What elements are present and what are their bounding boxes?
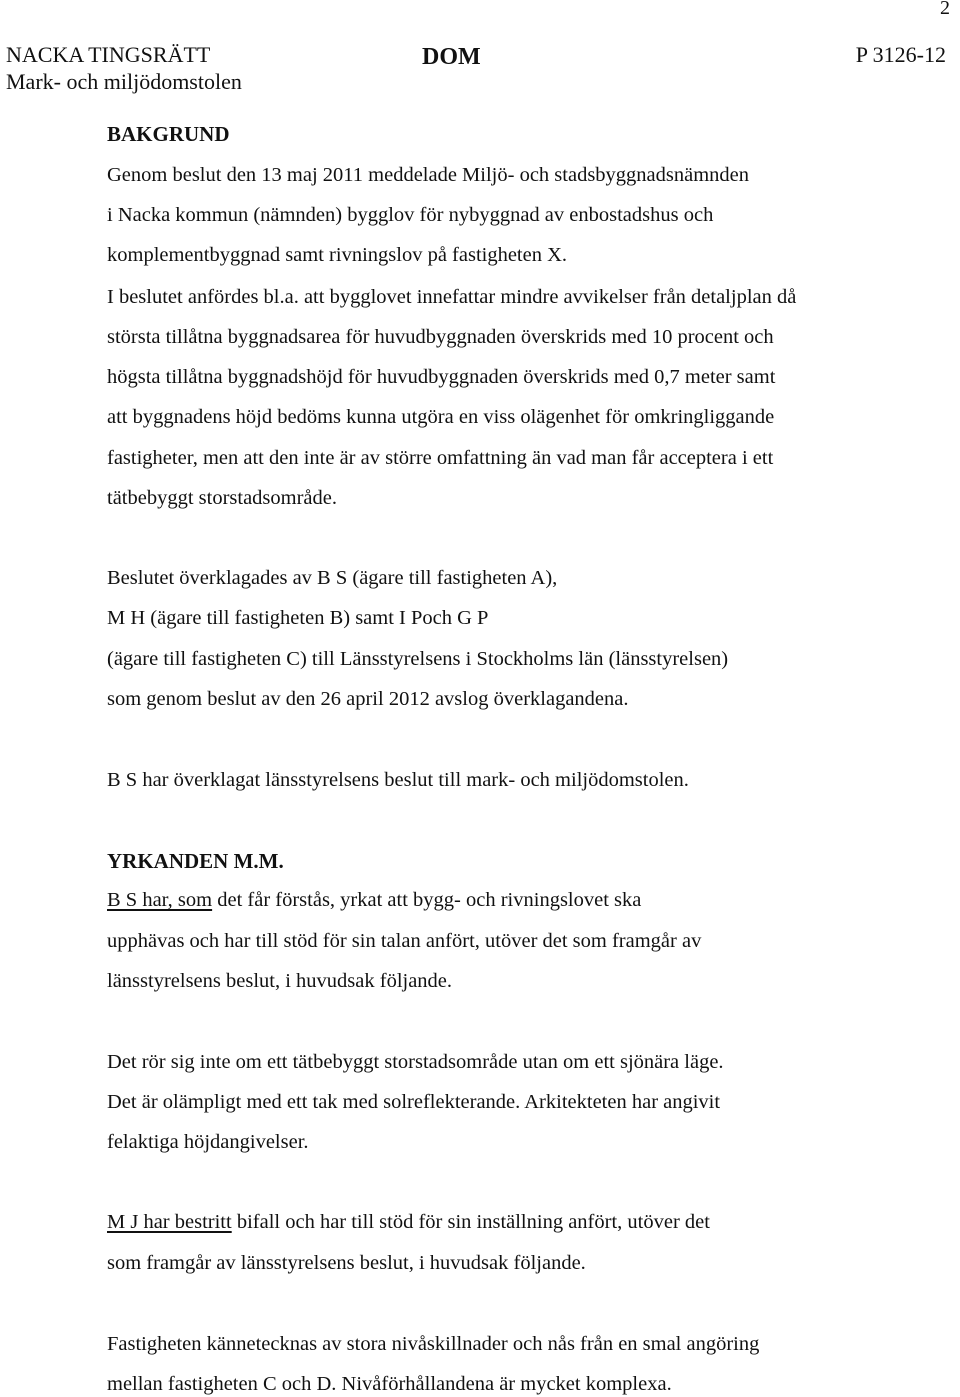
text-line: upphävas och har till stöd för sin talan anfört, utöver det som framgår av (107, 930, 702, 952)
party-name-underlined: B S har, som (107, 889, 213, 911)
page-number: 2 (940, 0, 950, 19)
text-line (107, 888, 641, 912)
text-line: felaktiga höjdangivelser. (107, 1131, 309, 1153)
section-heading-bakgrund: BAKGRUND (107, 122, 230, 146)
text-line: Det är olämpligt med ett tak med solreflekterande. Arkitekteten har angivit (107, 1091, 721, 1113)
text-line: M H (ägare till fastigheten B) samt I Poch G P (107, 607, 489, 629)
text-line: Genom beslut den 13 maj 2011 meddelade Miljö- och stadsbyggnadsnämnden (107, 164, 750, 186)
text-line: högsta tillåtna byggnadshöjd för huvudbyggnaden överskrids med 0,7 meter samt (107, 366, 776, 388)
party-name-underlined: M J har bestritt (107, 1211, 232, 1233)
text-line: länsstyrelsens beslut, i huvudsak följande. (107, 970, 453, 992)
court-division: Mark- och miljödomstolen (6, 69, 242, 94)
text-line: I beslutet anfördes bl.a. att bygglovet innefattar mindre avvikelser från detaljplan då (107, 286, 797, 308)
court-name: NACKA TINGSRÄTT (6, 42, 211, 67)
text-line: fastigheter, men att den inte är av större omfattning än vad man får acceptera i ett (107, 447, 774, 469)
text-line: komplementbyggnad samt rivningslov på fastigheten X. (107, 244, 568, 266)
text-line: att byggnadens höjd bedöms kunna utgöra en viss olägenhet för omkringliggande (107, 406, 775, 428)
case-number: P 3126-12 (855, 42, 946, 67)
text-line: (ägare till fastigheten C) till Länsstyrelsens i Stockholms län (länsstyrelsen) (107, 648, 729, 670)
text-segment: det får förstås, yrkat att bygg- och rivningslovet ska (212, 889, 642, 911)
text-line: mellan fastigheten C och D. Nivåförhållandena är mycket komplexa. (107, 1373, 672, 1395)
section-heading-yrkanden: YRKANDEN M.M. (107, 849, 284, 873)
text-segment: bifall och har till stöd för sin inställning anfört, utöver det (231, 1211, 710, 1233)
text-line: i Nacka kommun (nämnden) bygglov för nybyggnad av enbostadshus och (107, 204, 714, 226)
text-line (107, 1210, 710, 1234)
paragraph-bakgrund-3: B S har överklagat länsstyrelsens beslut till mark- och miljödomstolen. (107, 769, 689, 791)
text-line: tätbebyggt storstadsområde. (107, 487, 338, 509)
text-line: som genom beslut av den 26 april 2012 avslog överklagandena. (107, 688, 629, 710)
document-type: DOM (422, 44, 481, 70)
text-line: Beslutet överklagades av B S (ägare till fastigheten A), (107, 567, 558, 589)
text-line: Det rör sig inte om ett tätbebyggt storstadsområde utan om ett sjönära läge. (107, 1051, 724, 1073)
text-line: största tillåtna byggnadsarea för huvudbyggnaden överskrids med 10 procent och (107, 326, 774, 348)
text-line: Fastigheten kännetecknas av stora nivåskillnader och nås från en smal angöring (107, 1333, 760, 1355)
text-line: som framgår av länsstyrelsens beslut, i huvudsak följande. (107, 1252, 586, 1274)
